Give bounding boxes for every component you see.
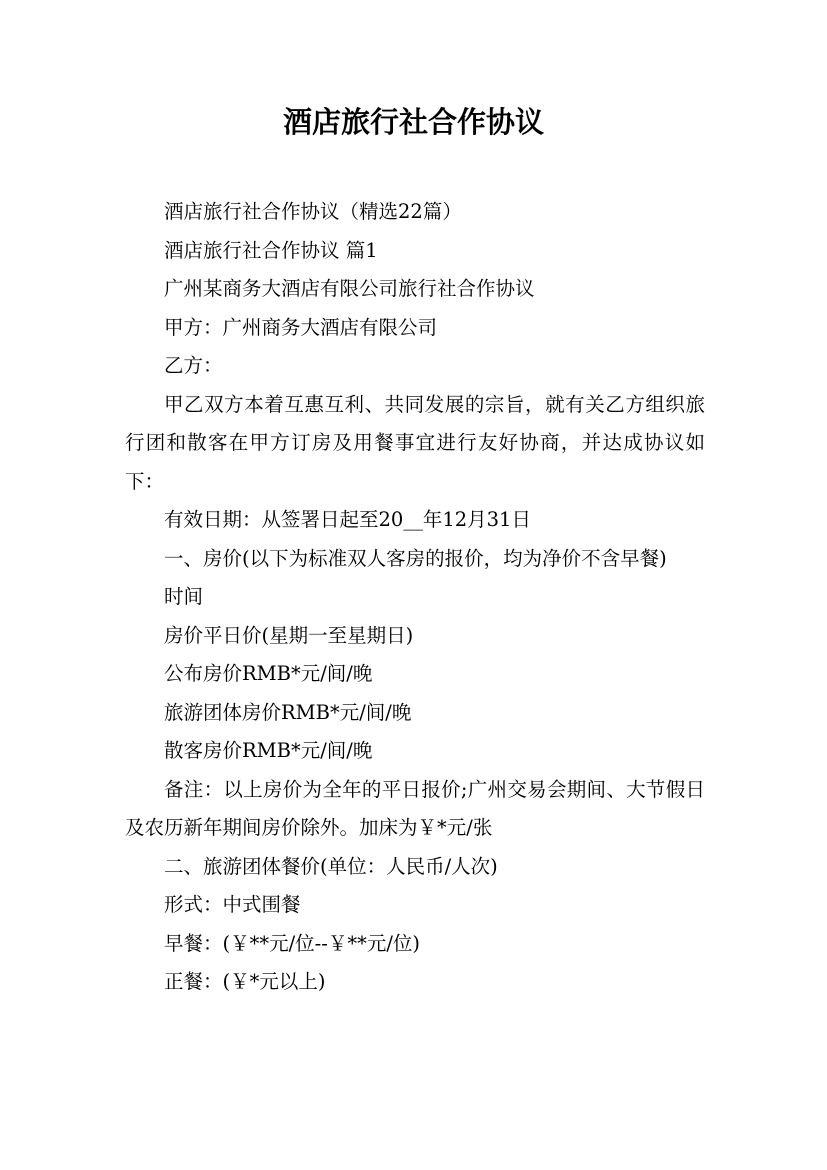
paragraph-section-heading: 酒店旅行社合作协议 篇1 bbox=[164, 238, 378, 262]
paragraph-group-rate: 旅游团体房价RMB*元/间/晚 bbox=[164, 700, 412, 724]
paragraph-meal-form: 形式：中式围餐 bbox=[164, 893, 301, 916]
paragraph-party-b: 乙方： bbox=[164, 354, 223, 377]
paragraph-individual-rate: 散客房价RMB*元/间/晚 bbox=[164, 739, 373, 762]
paragraph-room-price-heading: 一、房价(以下为标准双人客房的报价，均为净价不含早餐) bbox=[164, 546, 667, 570]
paragraph-party-a: 甲方：广州商务大酒店有限公司 bbox=[164, 315, 438, 339]
paragraph-remark: 备注：以上房价为全年的平日报价;广州交易会期间、大节假日及农历新年期间房价除外。加床为￥*元/张 bbox=[125, 777, 705, 839]
paragraph-published-rate: 公布房价RMB*元/间/晚 bbox=[164, 662, 373, 685]
paragraph-subtitle: 酒店旅行社合作协议（精选22篇） bbox=[164, 200, 462, 223]
paragraph-main-meal: 正餐：(￥*元以上) bbox=[164, 970, 326, 993]
paragraph-valid-date: 有效日期：从签署日起至20__年12月31日 bbox=[164, 508, 531, 531]
document-body bbox=[125, 193, 705, 1002]
paragraph-meal-price-heading: 二、旅游团体餐价(单位：人民币/人次) bbox=[164, 854, 498, 878]
paragraph-agreement-name: 广州某商务大酒店有限公司旅行社合作协议 bbox=[164, 277, 535, 300]
paragraph-preamble: 甲乙双方本着互惠互利、共同发展的宗旨，就有关乙方组织旅行团和散客在甲方订房及用餐事宜进行友好协商，并达成协议如下： bbox=[125, 392, 705, 493]
paragraph-breakfast: 早餐：(￥**元/位--￥**元/位) bbox=[164, 931, 421, 955]
document-title: 酒店旅行社合作协议 bbox=[282, 105, 544, 139]
paragraph-weekday-price: 房价平日价(星期一至星期日) bbox=[164, 623, 414, 647]
paragraph-time: 时间 bbox=[164, 585, 204, 608]
